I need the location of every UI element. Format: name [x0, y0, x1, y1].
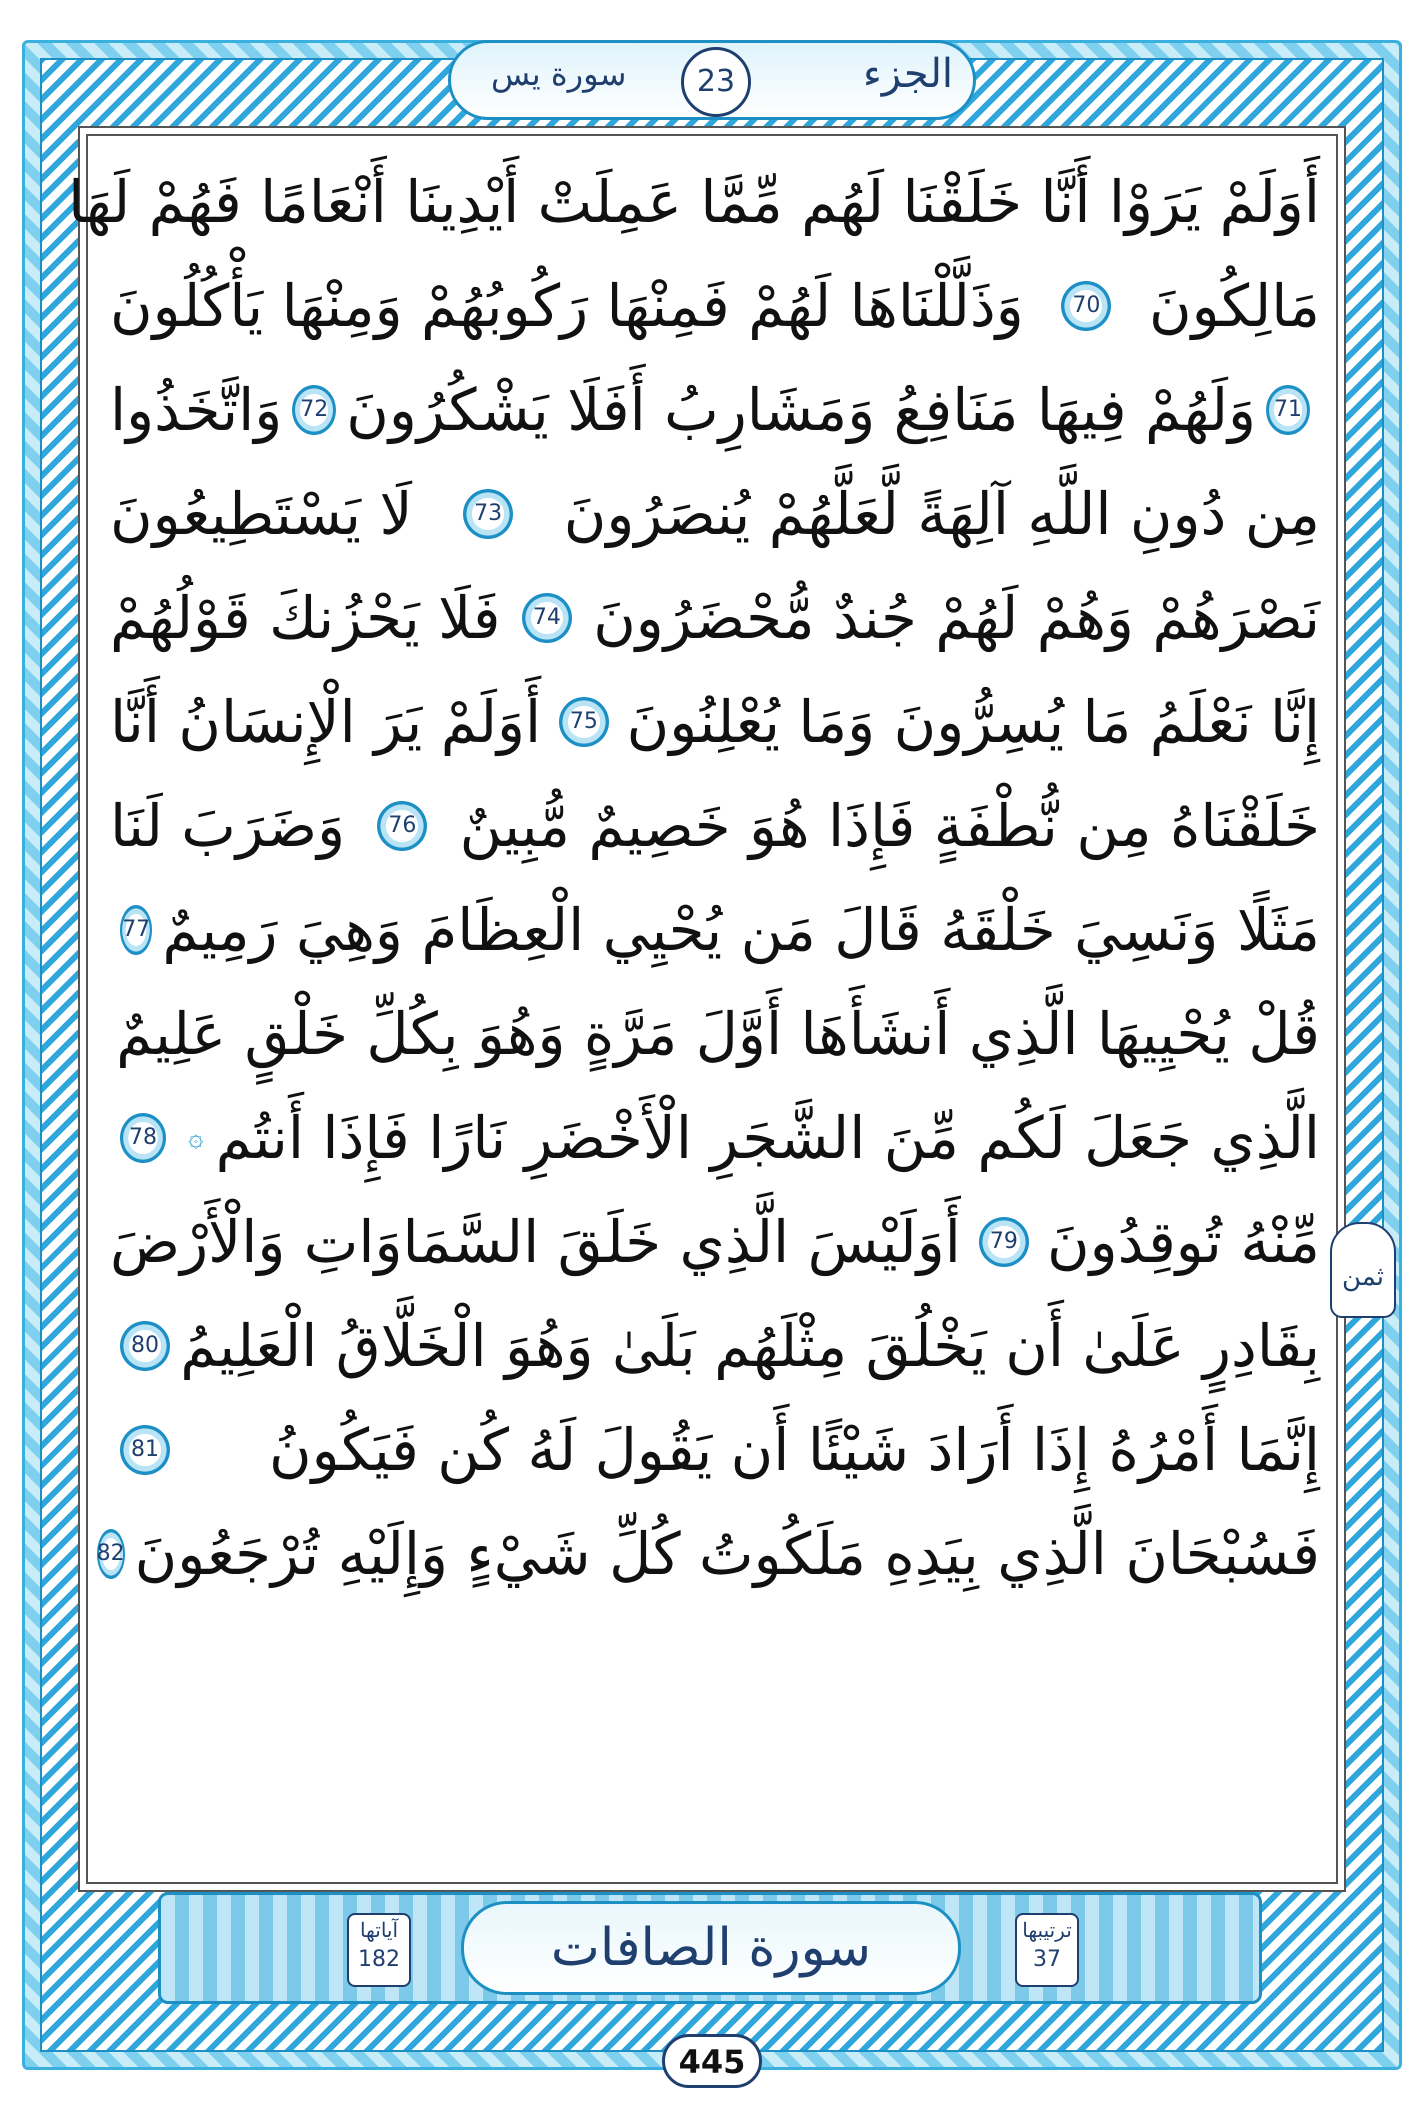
verse-text: وَلَهُمْ فِيهَا مَنَافِعُ وَمَشَارِبُ أَفَلَا يَشْكُرُونَ	[346, 376, 1257, 444]
verse-line-2	[110, 254, 1320, 358]
ayah-number-marker: 77	[120, 905, 152, 955]
juz-label: الجزء	[863, 51, 953, 97]
verse-line-1	[68, 150, 1320, 254]
verse-text: مِّنْهُ تُوقِدُونَ	[1047, 1208, 1320, 1276]
verse-text: أَوَلَمْ يَرَوْا أَنَّا خَلَقْنَا لَهُم مِّمَّا عَمِلَتْ أَيْدِينَا أَنْعَامًا فَهُمْ لَهَا	[68, 168, 1320, 236]
ayah-number-marker: 73	[463, 489, 513, 539]
verse-line-9	[110, 982, 1320, 1086]
verse-text: خَلَقْنَاهُ مِن نُّطْفَةٍ فَإِذَا هُوَ خَصِيمٌ مُّبِينٌ	[459, 792, 1320, 860]
ayah-number-marker: 71	[1266, 385, 1310, 435]
thumun-label: ثمن	[1341, 1262, 1385, 1292]
verse-line-12	[110, 1294, 1320, 1398]
verse-text: وَذَلَّلْنَاهَا لَهُمْ فَمِنْهَا رَكُوبُهُمْ وَمِنْهَا يَأْكُلُونَ	[110, 272, 1024, 340]
hizb-star-icon: ۞	[188, 1123, 204, 1153]
verse-line-6	[110, 670, 1320, 774]
verse-text: وَضَرَبَ لَنَا	[110, 792, 346, 860]
ayah-number-marker: 79	[979, 1217, 1029, 1267]
ayah-number-marker: 74	[522, 593, 572, 643]
verse-text: فَلَا يَحْزُنكَ قَوْلُهُمْ	[110, 584, 501, 652]
surah-title-plate	[461, 1901, 961, 1995]
verse-text: إِنَّمَا أَمْرُهُ إِذَا أَرَادَ شَيْئًا أَن يَقُولَ لَهُ كُن فَيَكُونُ	[269, 1416, 1320, 1484]
surah-header-name: سورة يس	[491, 55, 627, 93]
order-label: ترتيبها	[1022, 1918, 1072, 1942]
verse-text: مِن دُونِ اللَّهِ آلِهَةً لَّعَلَّهُمْ يُنصَرُونَ	[563, 480, 1320, 548]
verse-line-7	[110, 774, 1320, 878]
ayat-count: 182	[358, 1947, 400, 1972]
verse-text: فَسُبْحَانَ الَّذِي بِيَدِهِ مَلَكُوتُ كُلِّ شَيْءٍ وَإِلَيْهِ تُرْجَعُونَ	[134, 1520, 1320, 1588]
page-number: 445	[662, 2034, 762, 2088]
ayah-number-marker: 76	[377, 801, 427, 851]
ayat-count-box	[347, 1913, 411, 1987]
ayat-label: آياتها	[359, 1918, 399, 1942]
surah-title: سورة الصافات	[550, 1918, 872, 1978]
surah-order-box	[1015, 1913, 1079, 1987]
verse-line-8	[110, 878, 1320, 982]
verse-line-13	[110, 1398, 1320, 1502]
verse-line-5	[110, 566, 1320, 670]
verse-text: قُلْ يُحْيِيهَا الَّذِي أَنشَأَهَا أَوَّلَ مَرَّةٍ وَهُوَ بِكُلِّ خَلْقٍ عَلِيمٌ	[116, 1000, 1320, 1068]
ayah-number-marker: 81	[120, 1425, 170, 1475]
verse-text: مَثَلًا وَنَسِيَ خَلْقَهُ قَالَ مَن يُحْيِي الْعِظَامَ وَهِيَ رَمِيمٌ	[162, 896, 1320, 964]
verse-line-14	[96, 1502, 1320, 1606]
ayah-number-marker: 78	[120, 1113, 166, 1163]
ayah-number-marker: 75	[559, 697, 609, 747]
verse-line-4	[110, 462, 1320, 566]
juz-number: 23	[681, 47, 751, 117]
ayah-number-marker: 72	[292, 385, 336, 435]
verse-text: الَّذِي جَعَلَ لَكُم مِّنَ الشَّجَرِ الْأَخْضَرِ نَارًا فَإِذَا أَنتُم	[215, 1104, 1320, 1172]
verse-text: وَاتَّخَذُوا	[110, 376, 283, 444]
verse-lines	[68, 150, 1320, 1606]
verse-text: مَالِكُونَ	[1149, 272, 1320, 340]
ayah-number-marker: 82	[97, 1529, 125, 1579]
ayah-number-marker: 80	[120, 1321, 170, 1371]
order-number: 37	[1033, 1947, 1061, 1972]
verse-text: إِنَّا نَعْلَمُ مَا يُسِرُّونَ وَمَا يُعْلِنُونَ	[626, 688, 1320, 756]
verse-text: لَا يَسْتَطِيعُونَ	[110, 480, 413, 548]
verse-line-10	[110, 1086, 1320, 1190]
verse-text: أَوَلَمْ يَرَ الْإِنسَانُ أَنَّا	[110, 688, 542, 756]
verse-text: أَوَلَيْسَ الَّذِي خَلَقَ السَّمَاوَاتِ وَالْأَرْضَ	[110, 1208, 961, 1276]
surah-banner	[158, 1892, 1262, 2004]
verse-text: بِقَادِرٍ عَلَىٰ أَن يَخْلُقَ مِثْلَهُم بَلَىٰ وَهُوَ الْخَلَّاقُ الْعَلِيمُ	[180, 1312, 1320, 1380]
verse-line-11	[110, 1190, 1320, 1294]
page-header	[448, 40, 976, 120]
thumun-marker	[1330, 1222, 1396, 1318]
verse-text: نَصْرَهُمْ وَهُمْ لَهُمْ جُندٌ مُّحْضَرُونَ	[593, 584, 1320, 652]
verse-line-3	[110, 358, 1320, 462]
ayah-number-marker: 70	[1061, 281, 1111, 331]
